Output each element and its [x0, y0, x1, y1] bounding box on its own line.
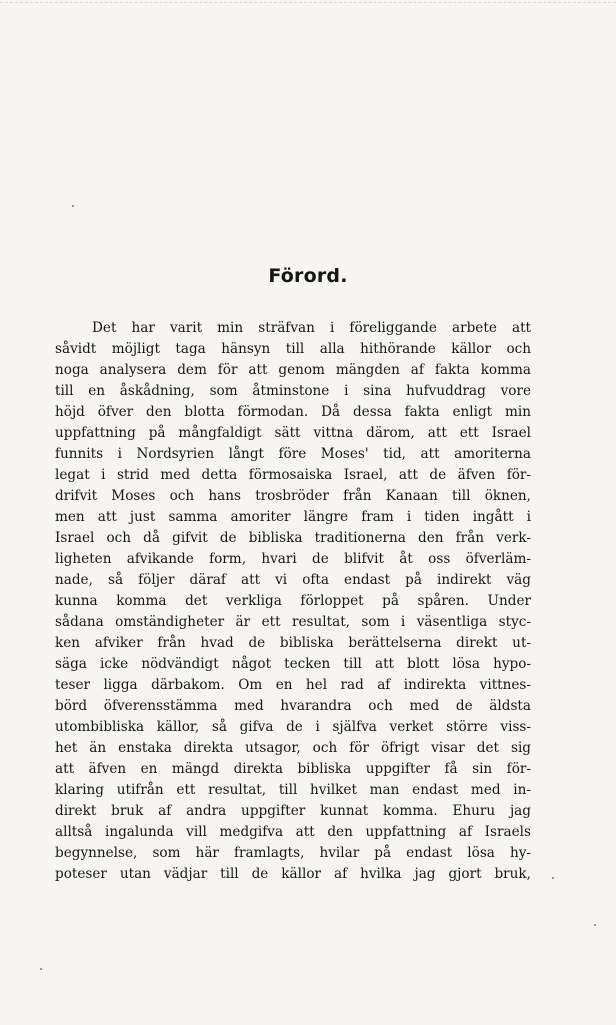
text-line: Det har varit min sträfvan i föreliggande arbete att: [92, 320, 531, 336]
text-line: nade, så följer däraf att vi ofta endast på indirekt väg: [55, 572, 531, 588]
text-line: drifvit Moses och hans trosbröder från Kanaan till öknen,: [55, 488, 531, 504]
text-line: begynnelse, som här framlagts, hvilar på endast lösa hy-: [55, 845, 531, 861]
text-line: teser ligga därbakom. Om en hel rad af indirekta vittnes-: [55, 677, 531, 693]
text-line: höjd öfver den blotta förmodan. Då dessa fakta enligt min: [55, 404, 531, 420]
text-line: het än enstaka direkta utsagor, och för öfrigt visar det sig: [55, 740, 531, 756]
text-line: noga analysera dem för att genom mängden af fakta komma: [55, 362, 531, 378]
text-line: legat i strid med detta förmosaiska Israel, att de äfven för-: [55, 467, 531, 483]
text-line: kunna komma det verkliga förloppet på spåren. Under: [55, 593, 531, 609]
text-line: ligheten afvikande form, hvari de blifvit åt oss öfverläm-: [55, 551, 531, 567]
text-line: att äfven en mängd direkta bibliska uppgifter få sin för-: [55, 761, 531, 777]
text-line: alltså ingalunda vill medgifva att den uppfattning af Israels: [55, 824, 531, 840]
text-line: funnits i Nordsyrien långt före Moses' tid, att amoriterna: [55, 446, 531, 462]
text-line: sådana omständigheter är ett resultat, som i väsentliga styc-: [55, 614, 531, 630]
text-line: utombibliska källor, så gifva de i själfva verket större viss-: [55, 719, 531, 735]
scan-speck: [594, 924, 596, 926]
text-line: säga icke nödvändigt något tecken till att blott lösa hypo-: [55, 656, 531, 672]
scan-speck: [552, 877, 554, 879]
text-line: uppfattning på mångfaldigt sätt vittna därom, att ett Israel: [55, 425, 531, 441]
text-line: börd öfverensstämma med hvarandra och med de äldsta: [55, 698, 531, 714]
preface-body: [55, 318, 531, 885]
text-line: till en åskådning, som åtminstone i sina hufvuddrag vore: [55, 383, 531, 399]
page-title: Förord.: [268, 265, 348, 287]
text-line: men att just samma amoriter längre fram i tiden ingått i: [55, 509, 531, 525]
text-line: ken afviker från hvad de bibliska berättelserna direkt ut-: [55, 635, 531, 651]
scan-edge-marks: [0, 2, 616, 5]
text-line: såvidt möjligt taga hänsyn till alla hithörande källor och: [55, 341, 531, 357]
text-line: direkt bruk af andra uppgifter kunnat komma. Ehuru jag: [55, 803, 531, 819]
text-line: poteser utan vädjar till de källor af hvilka jag gjort bruk,: [55, 866, 531, 882]
text-line: Israel och då gifvit de bibliska traditionerna den från verk-: [55, 530, 531, 546]
scan-speck: [40, 968, 42, 970]
text-line: klaring utifrån ett resultat, till hvilket man endast med in-: [55, 782, 531, 798]
scan-speck: [72, 205, 74, 207]
